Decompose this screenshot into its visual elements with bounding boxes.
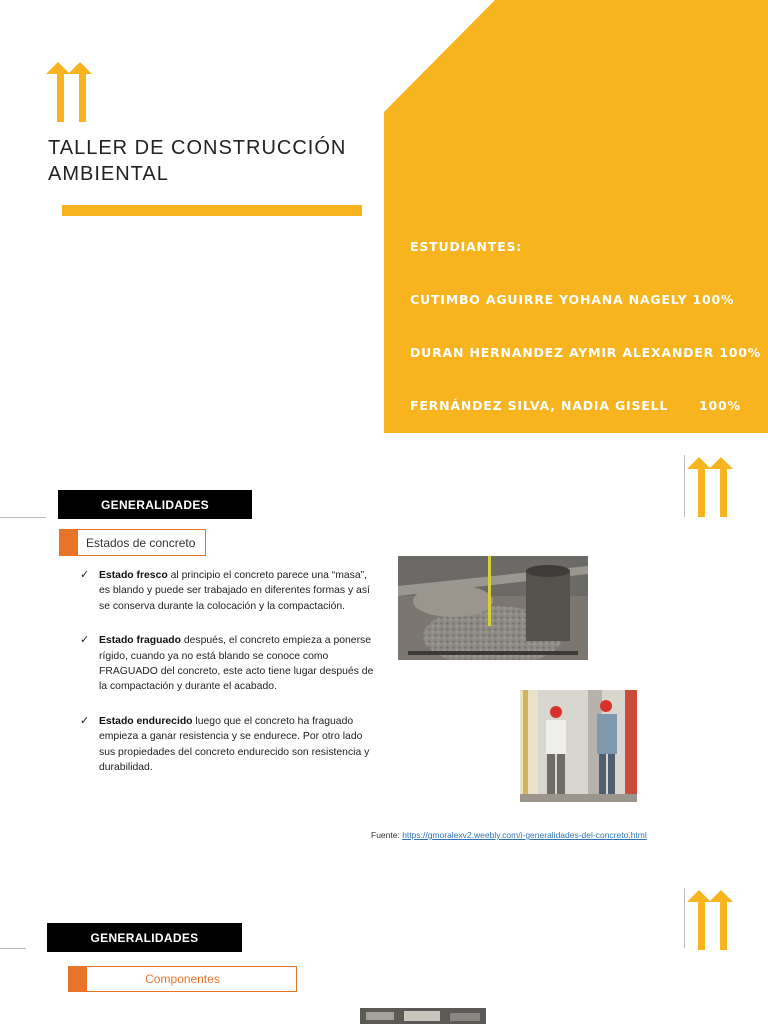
subsection-tab xyxy=(59,529,206,556)
checkmark-icon: ✓ xyxy=(80,634,90,647)
arrow-logo-icon xyxy=(684,888,736,952)
bullet-hardened xyxy=(80,714,380,776)
source-citation xyxy=(371,830,647,840)
student-2: DURAN HERNANDEZ AYMIR ALEXANDER 100% xyxy=(410,344,762,360)
slide-divider-left xyxy=(0,517,46,518)
checkmark-icon: ✓ xyxy=(80,569,90,581)
bullet-text: después, el concreto empieza a ponerse rígido, cuando ya no está blando se conoce como FRAGUADO del concreto, este acto tiene lugar después de la compactación y durante el acabado. xyxy=(99,635,374,693)
bullet-text: al principio el concreto parece una “masa”, es blando y puede ser trabajado en diferentes formas y así se conserva durante la colocación y la compactación. xyxy=(99,570,370,612)
bullet-term: Estado endurecido xyxy=(99,715,193,727)
section-header: GENERALIDADES xyxy=(58,490,252,519)
tab-label: Estados de concreto xyxy=(86,535,196,550)
source-label: Fuente: xyxy=(371,830,403,840)
section-header-2: GENERALIDADES xyxy=(47,923,242,952)
presentation-title xyxy=(48,135,346,187)
slide-divider-left-2 xyxy=(0,948,26,949)
title-slide xyxy=(0,0,768,466)
bullet-term: Estado fraguado xyxy=(99,635,181,647)
student-3: FERNÁNDEZ SILVA, NADIA GISELL 100% xyxy=(410,397,741,413)
workers-photo xyxy=(520,690,637,802)
students-heading: ESTUDIANTES: xyxy=(410,239,523,255)
source-link[interactable]: https://gmoralexv2.weebly.com/i-generalidades-del-concreto.html xyxy=(402,830,647,840)
fresh-concrete-photo xyxy=(398,556,588,660)
arrow-logo-icon xyxy=(43,60,95,124)
tab-label: Componentes xyxy=(145,972,220,986)
component-photo-partial xyxy=(360,1008,486,1024)
bullet-set xyxy=(80,633,380,695)
tab-accent-square xyxy=(69,967,87,991)
title-line-1: TALLER DE CONSTRUCCIÓN xyxy=(48,137,347,159)
checkmark-icon: ✓ xyxy=(80,714,90,727)
subsection-tab-2 xyxy=(68,966,297,992)
bullet-list xyxy=(80,568,380,794)
bullet-text: luego que el concreto ha fraguado empieza a ganar resistencia y se endurece. Por otro lado sus propiedades del concreto endurecido son resistencia y durabilidad. xyxy=(99,715,370,774)
arrow-logo-icon xyxy=(684,455,736,519)
tab-accent-square xyxy=(60,530,78,555)
bullet-fresh xyxy=(80,568,380,614)
student-4: AVILA MARIN, ANGILORENA 100% xyxy=(410,450,684,466)
title-underline-bar xyxy=(62,205,362,216)
student-1: CUTIMBO AGUIRRE YOHANA NAGELY 100% xyxy=(410,291,735,307)
title-line-2: AMBIENTAL xyxy=(48,163,169,185)
bullet-term: Estado fresco xyxy=(99,570,168,581)
